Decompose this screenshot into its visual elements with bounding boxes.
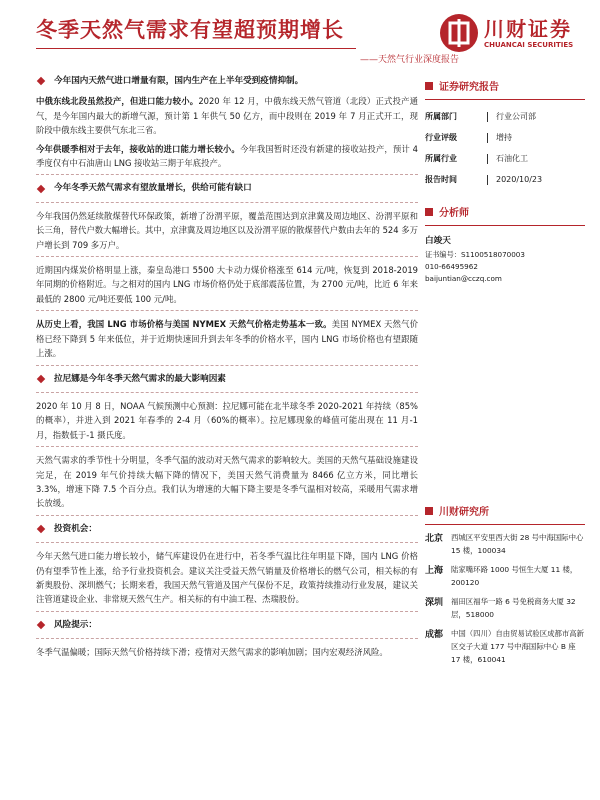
sidebar bbox=[425, 78, 585, 672]
diamond-bullet-icon bbox=[37, 184, 45, 192]
section-heading: 今年冬季天然气需求有望放量增长，供给可能有缺口 bbox=[36, 181, 418, 195]
info-row: 行业评级 增持 bbox=[425, 133, 512, 142]
info-row: 报告时间 2020/10/23 bbox=[425, 175, 543, 184]
paragraph: 今年供暖季相对于去年，接收站的进口能力增长较小。今年我国暂时还没有新建的接收站投产，预计 4 季度仅有中石油唐山 LNG 接收站三期于年底投产。 bbox=[36, 143, 418, 169]
paragraph: 天然气需求的季节性十分明显，冬季气温的波动对天然气需求的影响较大。美国的天然气基础设施建设完足，在 2019 年气价持续大幅下降的情况下，美国天然气消费量为 8466 亿立方米，同比增长 3.3%，增速下降 7.5 个百分点。我们认为增速的大幅下降主要是冬季气温相对较高，采暖用气需求增长放缓。 bbox=[36, 455, 418, 509]
office-entry: 北京 西城区平安里西大街 28 号中海国际中心 15 楼，100034 bbox=[425, 533, 584, 555]
paragraph: 近期国内煤炭价格明显上涨，秦皇岛港口 5500 大卡动力煤价格涨至 614 元/吨，恢复到 2018-2019 年同期的价格附近。与之相对的国内 LNG 市场价格仍处于底部震荡位置，为 2700 元/吨，比近 6 年来最低的 2800 元/吨还要低 100 元/吨。 bbox=[36, 265, 418, 304]
divider bbox=[36, 446, 418, 447]
report-title: 冬季天然气需求有望超预期增长 bbox=[36, 17, 344, 42]
office-entry: 上海 陆家嘴环路 1000 号恒生大厦 11 楼，200120 bbox=[425, 565, 578, 587]
divider bbox=[36, 174, 418, 175]
square-bullet-icon bbox=[425, 507, 433, 515]
section-heading: 投资机会： bbox=[36, 522, 418, 536]
diamond-bullet-icon bbox=[37, 374, 45, 382]
sidebar-divider bbox=[425, 99, 585, 100]
section-heading: 风险提示： bbox=[36, 618, 418, 632]
paragraph: 2020 年 10 月 8 日，NOAA 气候预测中心预测：拉尼娜可能在北半球冬季 2020-2021 年持续（85%的概率），并进入到 2021 年春季的 2-4 月（60%的概率）。拉尼娜现象的峰值可能出现在 11 月-1 月，指数低于-1 摄氏度。 bbox=[36, 400, 418, 440]
square-bullet-icon bbox=[425, 82, 433, 90]
chuancai-logo bbox=[440, 12, 580, 56]
diamond-bullet-icon bbox=[37, 77, 45, 85]
diamond-bullet-icon bbox=[37, 525, 45, 533]
report-info-heading: 证券研究报告 bbox=[425, 78, 585, 93]
sidebar-divider bbox=[425, 524, 585, 525]
divider bbox=[36, 310, 418, 311]
analyst-name: 白竣天 bbox=[425, 236, 451, 246]
divider bbox=[36, 515, 418, 516]
info-row: 所属部门 行业公司部 bbox=[425, 112, 536, 121]
analyst-phone: 010-66495962 bbox=[425, 262, 478, 271]
info-row: 所属行业 石油化工 bbox=[425, 154, 528, 163]
section-heading: 拉尼娜是今年冬季天然气需求的最大影响因素 bbox=[36, 372, 418, 386]
paragraph: 从历史上看，我国 LNG 市场价格与美国 NYMEX 天然气价格走势基本一致。美国 NYMEX 天然气价格已经下降到 5 年来低位，并于近期快速回升到去年冬季的价格水平，国内 LNG 市场价格也有望跟随上涨。 bbox=[36, 319, 418, 359]
divider bbox=[36, 365, 418, 366]
logo-name: 川财证券 bbox=[484, 17, 572, 41]
divider bbox=[36, 611, 418, 612]
office-entry: 深圳 福田区福华一路 6 号免税商务大厦 32 层，518000 bbox=[425, 597, 576, 619]
main-content bbox=[36, 68, 418, 664]
divider bbox=[36, 256, 418, 257]
paragraph: 冬季气温偏暖；国际天然气价格持续下滑；疫情对天然气需求的影响加剧；国内宏观经济风险。 bbox=[36, 647, 388, 658]
divider bbox=[36, 638, 418, 639]
office-entry: 成都 中国（四川）自由贸易试验区成都市高新区交子大道 177 号中海国际中心 B 座 17 楼，610041 bbox=[425, 629, 585, 664]
divider bbox=[36, 202, 418, 203]
sidebar-divider bbox=[425, 225, 585, 226]
divider bbox=[36, 542, 418, 543]
diamond-bullet-icon bbox=[37, 621, 45, 629]
square-bullet-icon bbox=[425, 208, 433, 216]
institute-heading: 川财研究所 bbox=[425, 503, 585, 518]
analyst-email: baijuntian@cczq.com bbox=[425, 274, 502, 283]
divider bbox=[36, 392, 418, 393]
paragraph: 中俄东线北段虽然投产，但进口能力较小。2020 年 12 月，中俄东线天然气管道（北段）正式投产通气，是今年国内最大的新增气源，预计第 1 年供气 50 亿方，而中段则在 2019 年 7 月正式开工，现阶段中俄东线主要供气东北三省。 bbox=[36, 96, 418, 136]
logo-mark-icon bbox=[440, 14, 478, 52]
paragraph: 今年我国仍然延续散煤替代环保政策，新增了汾渭平原，覆盖范围达到京津冀及周边地区、汾渭平原和长三角，替代户数大幅增长。其中，京津冀及周边地区以及汾渭平原的散煤替代户数由去年的 524 多万户增长到 709 多万户。 bbox=[36, 210, 418, 250]
title-rule bbox=[36, 48, 356, 49]
report-subtitle: ——天然气行业深度报告 bbox=[360, 55, 460, 65]
analyst-cert: 证书编号：S1100518070003 bbox=[425, 250, 525, 259]
analyst-heading: 分析师 bbox=[425, 204, 585, 219]
logo-english: CHUANCAI SECURITIES bbox=[484, 41, 574, 49]
section-heading: 今年国内天然气进口增量有限，国内生产在上半年受到疫情抑制。 bbox=[36, 74, 418, 88]
paragraph: 今年天然气进口能力增长较小，储气库建设仍在进行中，若冬季气温比往年明显下降，国内 LNG 价格仍有望季节性上涨，给予行业投资机会。建议关注受益天然气销量及价格增长的燃气公司，相关标的有新奥股份、深圳燃气；长期来看，我国天然气管道及国产气保份不足，政策持续推动行业发展，建议关注管道建设企业、非常规天然气生产。相关标的有中油工程、杰瑞股份。 bbox=[36, 551, 418, 605]
